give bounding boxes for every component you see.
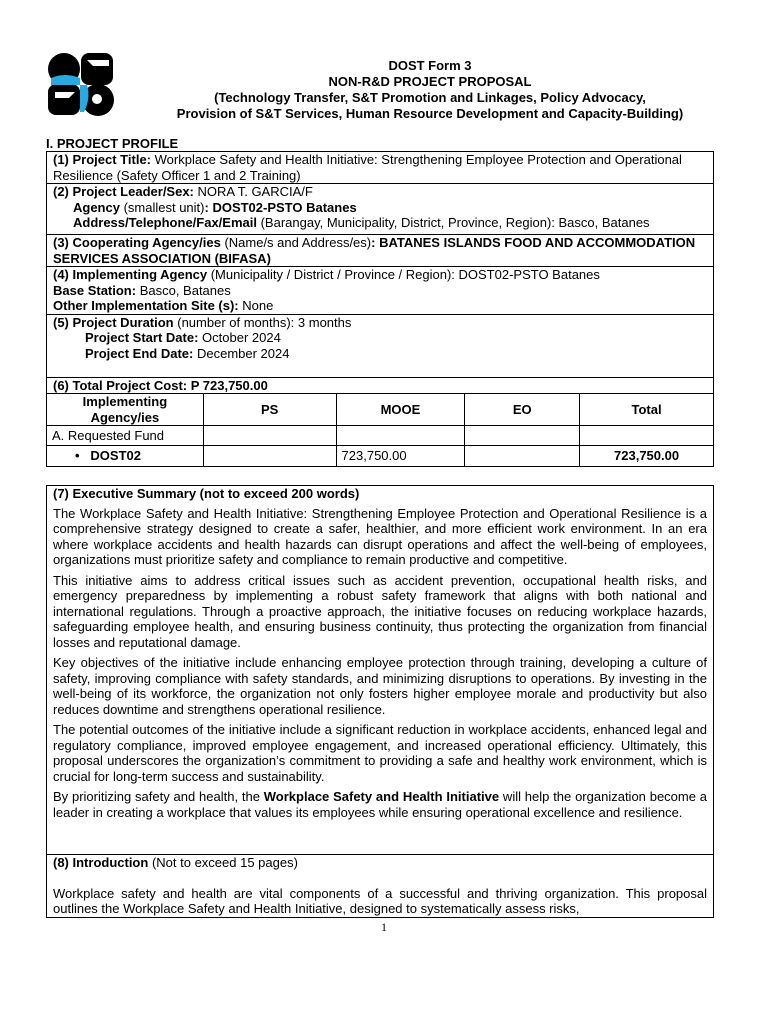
header-agency: Implementing Agency/ies — [47, 394, 204, 426]
introduction-row — [47, 855, 714, 918]
coop-note: (Name/s and Address/es) — [220, 235, 372, 250]
form-title: NON-R&D PROJECT PROPOSAL — [328, 74, 532, 89]
form-subtitle-1: (Technology Transfer, S&T Promotion and Linkages, Policy Advocacy, — [214, 90, 646, 105]
executive-summary-row — [47, 486, 714, 855]
dost02-mooe: 723,750.00 — [336, 446, 465, 467]
implementing-agency-row — [47, 267, 714, 315]
agency-label: Agency — [73, 199, 120, 215]
summary-p5-text-end: will help the organization become a leader in creating a workplace that values its employees while ensuring operational excellence and resilience. — [53, 789, 707, 820]
form-subtitle-2: Provision of S&T Services, Human Resource Development and Capacity-Building) — [176, 106, 684, 121]
bullet: • — [75, 448, 80, 464]
coop-label: (3) Cooperating Agency/ies — [53, 235, 221, 250]
project-duration-row — [47, 314, 714, 377]
header-mooe: MOOE — [336, 394, 465, 426]
header-total: Total — [580, 394, 714, 426]
leader-value: NORA T. GARCIA/F — [193, 184, 313, 199]
cooperating-agency-row — [47, 235, 714, 267]
summary-heading: (7) Executive Summary (not to exceed 200 words) — [53, 486, 360, 501]
agency-note: (smallest unit) — [119, 199, 205, 215]
leader-label: (2) Project Leader/Sex: — [53, 184, 194, 199]
form-header — [120, 58, 740, 122]
dost-logo — [47, 52, 117, 116]
address-value: (Barangay, Municipality, District, Province, Region): Basco, Batanes — [256, 215, 650, 230]
coop-value: : BATANES ISLANDS FOOD AND ACCOMMODATION SERVICES ASSOCIATION (BIFASA) — [53, 235, 696, 266]
dost02-eo — [465, 446, 580, 467]
summary-paragraph-3: Key objectives of the initiative include enhancing employee protection through training, developing a culture of safety, improving compliance with safety standards, and minimizing disruptions to operations. By investing in the well-being of its workforce, the organization not only fosters higher employee morale and productivity but also reduces downtime and strengthens operational resilience. — [53, 655, 707, 717]
dost02-ps — [203, 446, 336, 467]
project-leader-row — [47, 184, 714, 235]
narrative-table — [46, 485, 714, 918]
cost-header-row — [47, 394, 714, 426]
impl-label: (4) Implementing Agency — [53, 267, 208, 282]
base-label: Base Station: — [53, 282, 137, 298]
requested-fund-row — [47, 426, 714, 446]
base-value: Basco, Batanes — [136, 282, 231, 298]
address-label: Address/Telephone/Fax/Email — [73, 215, 257, 230]
other-site-label: Other Implementation Site (s): — [53, 298, 239, 313]
end-date-label: Project End Date: — [85, 345, 194, 361]
project-title-label: (1) Project Title: — [53, 152, 152, 167]
dost02-row — [47, 446, 714, 467]
duration-label: (5) Project Duration — [53, 314, 174, 330]
intro-label: (8) Introduction — [53, 855, 149, 870]
summary-paragraph-5 — [53, 789, 707, 820]
total-cost-value: P 723,750.00 — [187, 377, 268, 393]
project-profile-table — [46, 151, 714, 467]
header-ps: PS — [203, 394, 336, 426]
intro-note: (Not to exceed 15 pages) — [148, 855, 298, 870]
dost02-agency: DOST02 — [90, 448, 141, 464]
project-title-row — [47, 152, 714, 184]
total-cost-label: (6) Total Project Cost: — [53, 377, 188, 393]
requested-fund-label: A. Requested Fund — [47, 426, 204, 446]
form-number: DOST Form 3 — [388, 58, 472, 73]
project-title-value: Workplace Safety and Health Initiative: Strengthening Employee Protection and Operational Resilience (Safety Officer 1 and 2 Training) — [53, 152, 682, 183]
start-date-label: Project Start Date: — [85, 330, 199, 345]
duration-value: (number of months): 3 months — [173, 314, 352, 330]
intro-paragraph-1: Workplace safety and health are vital components of a successful and thriving organization. This proposal outlines the Workplace Safety and Health Initiative, designed to systematically assess risks, — [53, 885, 707, 916]
initiative-name: Workplace Safety and Health Initiative — [263, 789, 500, 804]
total-cost-row — [47, 377, 714, 394]
agency-value: : DOST02-PSTO Batanes — [204, 199, 357, 215]
end-date-value: December 2024 — [193, 345, 290, 361]
impl-value: (Municipality / District / Province / Region): DOST02-PSTO Batanes — [207, 267, 600, 282]
start-date-value: October 2024 — [198, 330, 281, 345]
summary-paragraph-2: This initiative aims to address critical issues such as accident prevention, occupational health risks, and emergency preparedness by implementing a robust safety framework that aligns with both national and international regulations. Through a proactive approach, the initiative focuses on reducing workplace hazards, safeguarding employee health, and ensuring business continuity, thus protecting the organization from financial losses and reputational damage. — [53, 572, 707, 650]
section-heading: I. PROJECT PROFILE — [46, 136, 179, 151]
summary-paragraph-1: The Workplace Safety and Health Initiative: Strengthening Employee Protection and Operational Resilience is a comprehensive strategy designed to create a safer, healthier, and more efficient work environment. In an era where workplace accidents and health hazards can disrupt operations and affect the well-being of employees, organizations must prioritize safety and compliance to remain productive and competitive. — [53, 505, 707, 567]
other-site-value: None — [238, 298, 274, 313]
header-eo: EO — [465, 394, 580, 426]
summary-paragraph-4: The potential outcomes of the initiative include a significant reduction in workplace accidents, enhanced legal and regulatory compliance, improved employee engagement, and increased operational efficiency. Ultimately, this proposal underscores the organization’s commitment to providing a safe and healthy work environment, which is crucial for long-term success and sustainability. — [53, 722, 707, 784]
summary-p5-text: By prioritizing safety and health, the — [53, 789, 264, 804]
dost02-total: 723,750.00 — [580, 446, 714, 467]
page-number: 1 — [381, 920, 387, 934]
